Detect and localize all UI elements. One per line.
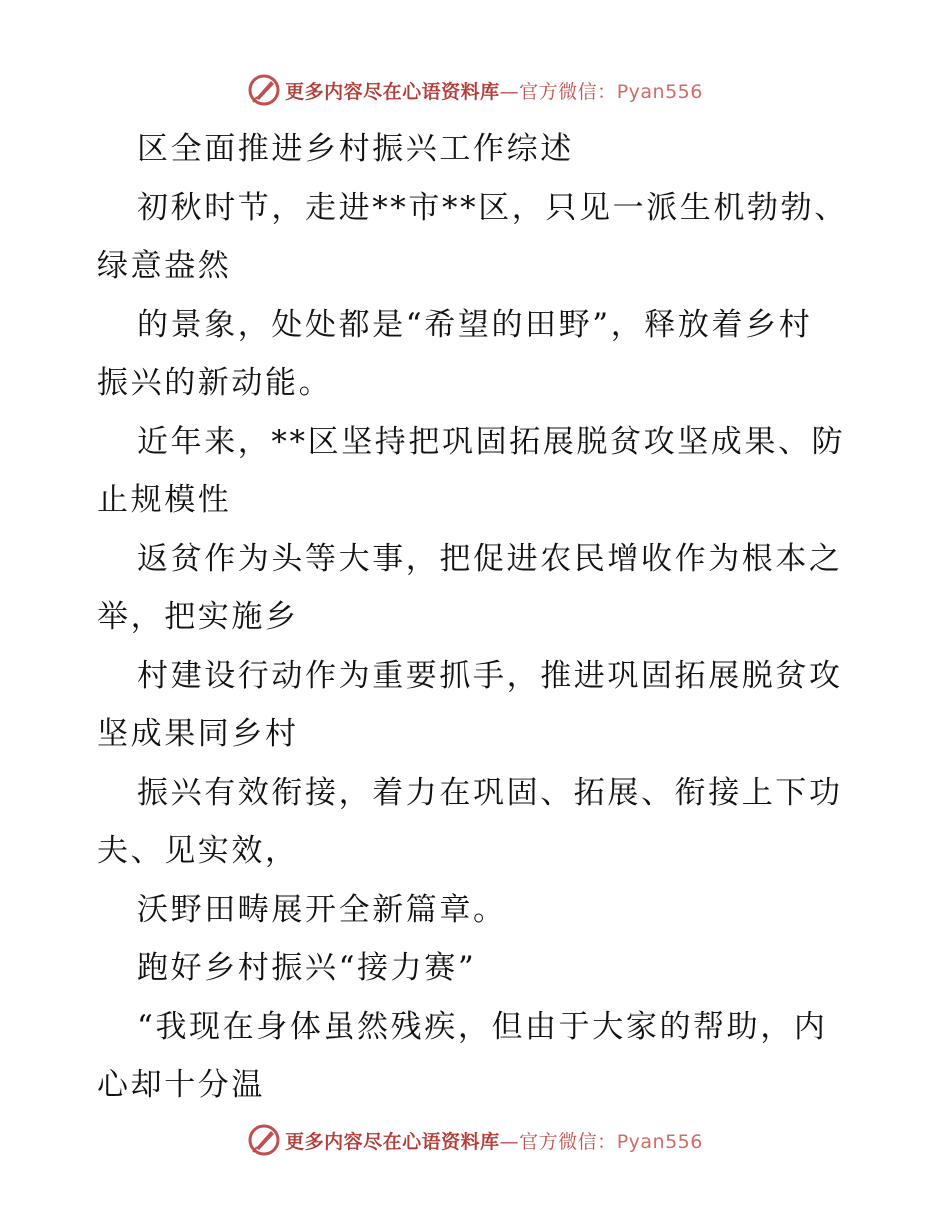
doc-line: “我现在身体虽然残疾，但由于大家的帮助，内 — [137, 1008, 828, 1045]
watermark-wechat-label: 官方微信： — [519, 80, 617, 103]
watermark-wechat-id: Pyan556 — [616, 1130, 703, 1153]
doc-line: 坚成果同乡村 — [97, 716, 299, 752]
watermark-separator: — — [499, 80, 520, 103]
doc-line: 绿意盎然 — [97, 248, 232, 284]
document-body — [97, 120, 857, 1115]
watermark-brand: 更多内容尽在心语资料库 — [285, 1130, 500, 1153]
doc-line: 返贫作为头等大事，把促进农民增收作为根本之 — [137, 540, 843, 577]
watermark-brand: 更多内容尽在心语资料库 — [285, 80, 500, 103]
doc-line: 举，把实施乡 — [97, 599, 299, 635]
doc-line: 振兴的新动能。 — [97, 365, 333, 401]
doc-line-title: 区全面推进乡村振兴工作综述 — [137, 131, 574, 167]
quill-circle-logo-icon — [247, 73, 281, 107]
doc-line-subheading: 跑好乡村振兴“接力赛” — [137, 950, 477, 986]
doc-line: 夫、见实效， — [97, 833, 299, 869]
doc-line: 沃野田畴展开全新篇章。 — [137, 891, 507, 928]
watermark-separator: — — [499, 1130, 520, 1153]
doc-line: 初秋时节，走进**市**区，只见一派生机勃勃、 — [137, 189, 848, 226]
doc-line: 心却十分温 — [97, 1067, 265, 1103]
watermark-text — [285, 1127, 703, 1154]
doc-line: 振兴有效衔接，着力在巩固、拓展、衔接上下功 — [137, 774, 843, 811]
watermark-wechat-label: 官方微信： — [519, 1130, 617, 1153]
header-watermark — [0, 70, 950, 110]
doc-line: 村建设行动作为重要抓手，推进巩固拓展脱贫攻 — [137, 657, 843, 694]
doc-line: 止规模性 — [97, 482, 232, 518]
watermark-text — [285, 77, 703, 104]
quill-circle-logo-icon — [247, 1123, 281, 1157]
footer-watermark — [0, 1120, 950, 1160]
doc-line: 的景象，处处都是“希望的田野”，释放着乡村 — [137, 306, 813, 343]
watermark-wechat-id: Pyan556 — [616, 80, 703, 103]
doc-line: 近年来，**区坚持把巩固拓展脱贫攻坚成果、防 — [137, 423, 846, 460]
